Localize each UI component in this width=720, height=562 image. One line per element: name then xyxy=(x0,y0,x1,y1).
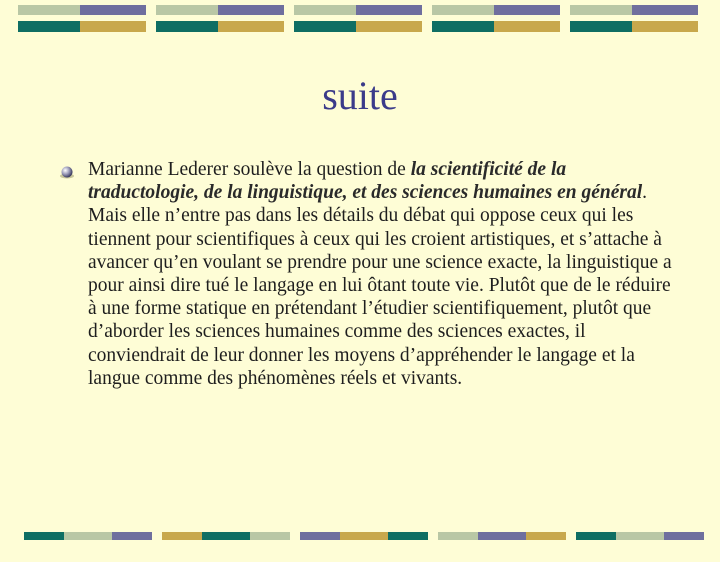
band-block xyxy=(570,5,698,35)
band-block xyxy=(156,5,284,35)
band-block xyxy=(432,5,560,35)
band-block xyxy=(576,532,704,562)
bullet-rest-text: . Mais elle n’entre pas dans les détails du débat qui oppose ceux qui les tiennent pour scientifiques à ceux qui les croient artistiques, et s’attache à avancer qu’en voulant se prendre pour une science exacte, la linguistique a pour ainsi dire tué le langage en lui ôtant toute vie. Plutôt que de le réduire à une forme statique en prétendant l’étudier scientifiquement, plutôt que d’aborder les sciences humaines comme des sciences exactes, il conviendrait de leur donner les moyens d’appréhender le langage et la langue comme des phénomènes réels et vivants. xyxy=(88,182,672,389)
band-block xyxy=(300,532,428,562)
bullet-emphasis-text: la scientificité de la traductologie, de la linguistique, et des sciences humaines en général xyxy=(88,159,643,204)
band-block xyxy=(18,5,146,35)
band-block xyxy=(438,532,566,562)
top-decorative-band xyxy=(0,5,720,35)
sphere-bullet-icon xyxy=(58,164,76,180)
bullet-lead-text: Marianne Lederer soulève la question de xyxy=(88,159,411,180)
slide-title: suite xyxy=(322,73,398,118)
bullet-text xyxy=(88,158,678,390)
bottom-decorative-band xyxy=(0,532,720,562)
band-block xyxy=(24,532,152,562)
band-block xyxy=(162,532,290,562)
band-block xyxy=(294,5,422,35)
